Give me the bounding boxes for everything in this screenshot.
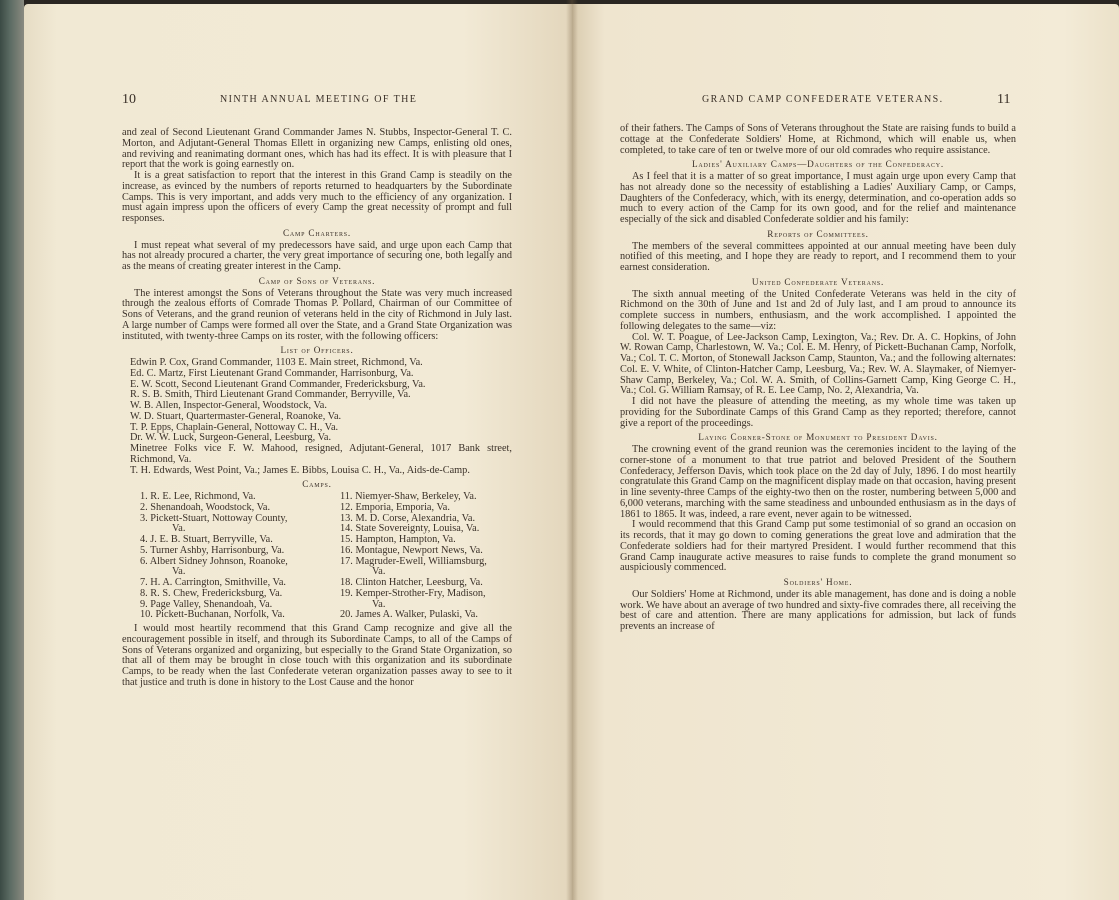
- officer-item: W. D. Stuart, Quartermaster-General, Roanoke, Va.: [130, 410, 342, 422]
- camp-item: 7. H. A. Carrington, Smithville, Va.: [140, 577, 286, 588]
- camp-item-continuation: Va.: [372, 598, 386, 610]
- camp-item: 19. Kemper-Strother-Fry, Madison,: [340, 587, 486, 599]
- right-paragraph-7: The crowning event of the grand reunion was the ceremonies incident to the laying of the corner-stone of a monument to that true patriot and beloved President of the Southern Confederacy, Jefferson Davis, which took place on the 2d day of July, 1896. I do most heartily congratulate this Grand Camp on the magnificent display made on that occasion, having present in line seventy-three Camps of the eighty-two then on the roster, numbering between 5,000 and 6,000 veterans, marching with the same steadiness and unbounded enthusiasm as in the days of 1861 to 1865. It was, indeed, a rare event, never again to be witnessed.: [620, 444, 1016, 520]
- left-text-column: [122, 128, 512, 689]
- camp-item-continuation: Va.: [372, 566, 386, 578]
- officer-item: Dr. W. W. Luck, Surgeon-General, Leesburg, Va.: [130, 432, 332, 444]
- right-paragraph-6: I did not have the pleasure of attending the meeting, as my whole time was taken up providing for the Subordinate Camps of this Grand Camp as they reported; therefore, cannot give a report of the proceedings.: [620, 396, 1016, 429]
- right-paragraph-1: of their fathers. The Camps of Sons of Veterans throughout the State are raising funds to build a cottage at the Confederate Soldiers' Home, at Richmond, which will enable us, when completed, to take care of ten or twelve more of our old comrades who require assistance.: [620, 123, 1016, 156]
- right-running-header: GRAND CAMP CONFEDERATE VETERANS.: [702, 94, 944, 105]
- camp-item: 9. Page Valley, Shenandoah, Va.: [140, 598, 273, 610]
- camps-column-right: [326, 492, 512, 621]
- right-paragraph-4: The sixth annual meeting of the United Confederate Veterans was held in the city of Richmond on the 30th of June and 1st and 2d of July last, and I am proud to announce its complete success in numbers, enthusiasm, and the work accomplished. I appointed the following delegates to the same—viz:: [620, 288, 1016, 332]
- right-text-column: [620, 124, 1016, 633]
- camp-item-continuation: Va.: [172, 566, 186, 578]
- officer-item: T. P. Epps, Chaplain-General, Nottoway C. H., Va.: [130, 421, 339, 433]
- camp-item: 3. Pickett-Stuart, Nottoway County,: [140, 512, 288, 524]
- camp-item: 16. Montague, Newport News, Va.: [340, 544, 483, 556]
- camp-item: 14. State Sovereignty, Louisa, Va.: [340, 523, 480, 535]
- camp-item: 2. Shenandoah, Woodstock, Va.: [140, 501, 271, 513]
- camps-column-left: [126, 492, 312, 621]
- heading-list-of-officers: List of Officers.: [280, 345, 354, 356]
- left-paragraph-5: I would most heartily recommend that this Grand Camp recognize and give all the encouragement possible in itself, and through its Subordinate Camps, to all of the Camps of Sons of Veterans organized and organizing, but especially to the Grand State Organization, so that all of them may be brought in close touch with this organization and its subordinate Camps, to be ready when the last Confederate veteran organization passes away to see to it that justice and truth is done in history to the Lost Cause and the honor: [122, 623, 512, 688]
- camp-item: 10. Pickett-Buchanan, Norfolk, Va.: [140, 609, 285, 621]
- camps-list: [126, 492, 512, 621]
- left-paragraph-1: and zeal of Second Lieutenant Grand Commander James N. Stubbs, Inspector-General T. C. Morton, and Adjutant-General Thomas Ellett in organizing new Camps, enlisting old ones, and reviving and reanimating dormant ones, which has had its effect. It is with pleasure that I report that the work is going earnestly on.: [122, 127, 512, 171]
- camp-item: 6. Albert Sidney Johnson, Roanoke,: [140, 555, 288, 567]
- camp-item: 15. Hampton, Hampton, Va.: [340, 534, 456, 545]
- heading-corner-stone: Laying Corner-Stone of Monument to President Davis.: [698, 432, 938, 443]
- heading-united-confederate-veterans: United Confederate Veterans.: [751, 276, 885, 287]
- camp-item: 5. Turner Ashby, Harrisonburg, Va.: [140, 544, 285, 556]
- left-paragraph-3: I must repeat what several of my predecessors have said, and urge upon each Camp that has not already procured a charter, the very great importance of securing one, both legally and as the means of creating greater interest in the Camp.: [122, 239, 512, 272]
- left-paragraph-4: The interest amongst the Sons of Veterans throughout the State was very much increased through the zealous efforts of Comrade Thomas P. Pollard, Chairman of our Committee of Sons of Veterans, and the grand reunion of veterans held in the city of Richmond in July last. A large number of Camps were formed all over the State, and a Grand State Organization was instituted, with twenty-three Camps on its roster, with the following officers:: [122, 287, 512, 342]
- officer-item: Minetree Folks vice F. W. Mahood, resigned, Adjutant-General, 1017 Bank street, Richmond, Va.: [130, 443, 512, 465]
- officer-item: R. S. B. Smith, Third Lieutenant Grand Commander, Berryville, Va.: [130, 389, 411, 401]
- right-paragraph-2: As I feel that it is a matter of so great importance, I must again urge upon every Camp that has not already done so the necessity of establishing a Ladies' Auxiliary Camp, or Camps, Daughters of the Confederacy, which, with its energy, determination, and co-operation adds so much to every action of the Camp for its own good, and for the relief and maintenance especially of the sick and disabled Confederate soldier and his family:: [620, 171, 1016, 225]
- book-cover-edge: [0, 0, 24, 900]
- camp-item: 17. Magruder-Ewell, Williamsburg,: [340, 555, 487, 567]
- heading-reports-of-committees: Reports of Committees.: [767, 228, 869, 239]
- camp-item: 13. M. D. Corse, Alexandria, Va.: [340, 512, 476, 524]
- heading-soldiers-home: Soldiers' Home.: [783, 577, 853, 587]
- camp-item: 20. James A. Walker, Pulaski, Va.: [340, 609, 478, 621]
- right-paragraph-3: The members of the several committees appointed at our annual meeting have been duly notified of this meeting, and I hope they are ready to report, and I recommend them to your earnest consideration.: [620, 240, 1016, 273]
- heading-ladies-auxiliary: Ladies' Auxiliary Camps—Daughters of the Confederacy.: [692, 159, 944, 170]
- left-page-number: 10: [122, 92, 136, 107]
- left-running-header: NINTH ANNUAL MEETING OF THE: [220, 94, 418, 105]
- left-page: [24, 4, 572, 900]
- right-paragraph-5: Col. W. T. Poague, of Lee-Jackson Camp, Lexington, Va.; Rev. Dr. A. C. Hopkins, of John W. Rowan Camp, Charlestown, W. Va.; Col. E. M. Henry, of Pickett-Buchanan Camp, Norfolk, Va.; Col. T. C. Morton, of Stonewall Jackson Camp, Staunton, Va.; and the following alternates: Col. E. V. White, of Clinton-Hatcher Camp, Leesburg, Va.; Rev. W. A. Slaymaker, of Niemyer-Shaw Camp, Berkeley, Va.; Col. W. A. Smith, of Collins-Garnett Camp, King George C. H., Va.; Col. G. William Ramsay, of R. E. Lee Camp, No. 2, Alexandria, Va.: [620, 331, 1016, 397]
- officer-item: T. H. Edwards, West Point, Va.; James E. Bibbs, Louisa C. H., Va., Aids-de-Camp.: [130, 464, 470, 476]
- camp-item: 11. Niemyer-Shaw, Berkeley, Va.: [340, 491, 477, 502]
- camp-item: 1. R. E. Lee, Richmond, Va.: [140, 491, 256, 502]
- camp-item: 8. R. S. Chew, Fredericksburg, Va.: [140, 587, 283, 599]
- officer-item: E. W. Scott, Second Lieutenant Grand Commander, Fredericksburg, Va.: [130, 378, 426, 390]
- camp-item-continuation: Va.: [172, 523, 186, 535]
- book-gutter: [566, 0, 578, 900]
- officer-item: W. B. Allen, Inspector-General, Woodstock, Va.: [130, 400, 327, 411]
- officers-list: [122, 358, 512, 476]
- camp-item: 12. Emporia, Emporia, Va.: [340, 501, 450, 513]
- right-paragraph-9: Our Soldiers' Home at Richmond, under its able management, has done and is doing a noble work. We have about an average of two hundred and sixty-five comrades there, all receiving the best of care and attention. There are many applications for admission, but lack of funds prevents an increase of: [620, 588, 1016, 632]
- officer-item: Edwin P. Cox, Grand Commander, 1103 E. Main street, Richmond, Va.: [130, 357, 423, 368]
- heading-camps: Camps.: [302, 479, 332, 490]
- right-page-number: 11: [997, 92, 1011, 107]
- camp-item: 18. Clinton Hatcher, Leesburg, Va.: [340, 577, 483, 588]
- right-page: [572, 4, 1119, 900]
- heading-camp-charters: Camp Charters.: [282, 227, 352, 238]
- left-paragraph-2: It is a great satisfaction to report that the interest in this Grand Camp is steadily on the increase, as evinced by the numbers of reports returned to headquarters by the Subordinate Camps. This is very important, and adds very much to the efficiency of any organization. I must again impress upon the officers of every Camp the great necessity of prompt and full responses.: [122, 170, 512, 224]
- officer-item: Ed. C. Martz, First Lieutenant Grand Commander, Harrisonburg, Va.: [130, 367, 414, 379]
- heading-sons-of-veterans: Camp of Sons of Veterans.: [258, 275, 376, 286]
- right-paragraph-8: I would recommend that this Grand Camp put some testimonial of so grand an occasion on its records, that it may go down to coming generations the great love and admiration that the Confederate soldiers had for their martyred President. I would further recommend that this Grand Camp inaugurate active measures to raise funds to complete the grand monument so auspiciously commenced.: [620, 519, 1016, 574]
- camp-item: 4. J. E. B. Stuart, Berryville, Va.: [140, 534, 273, 545]
